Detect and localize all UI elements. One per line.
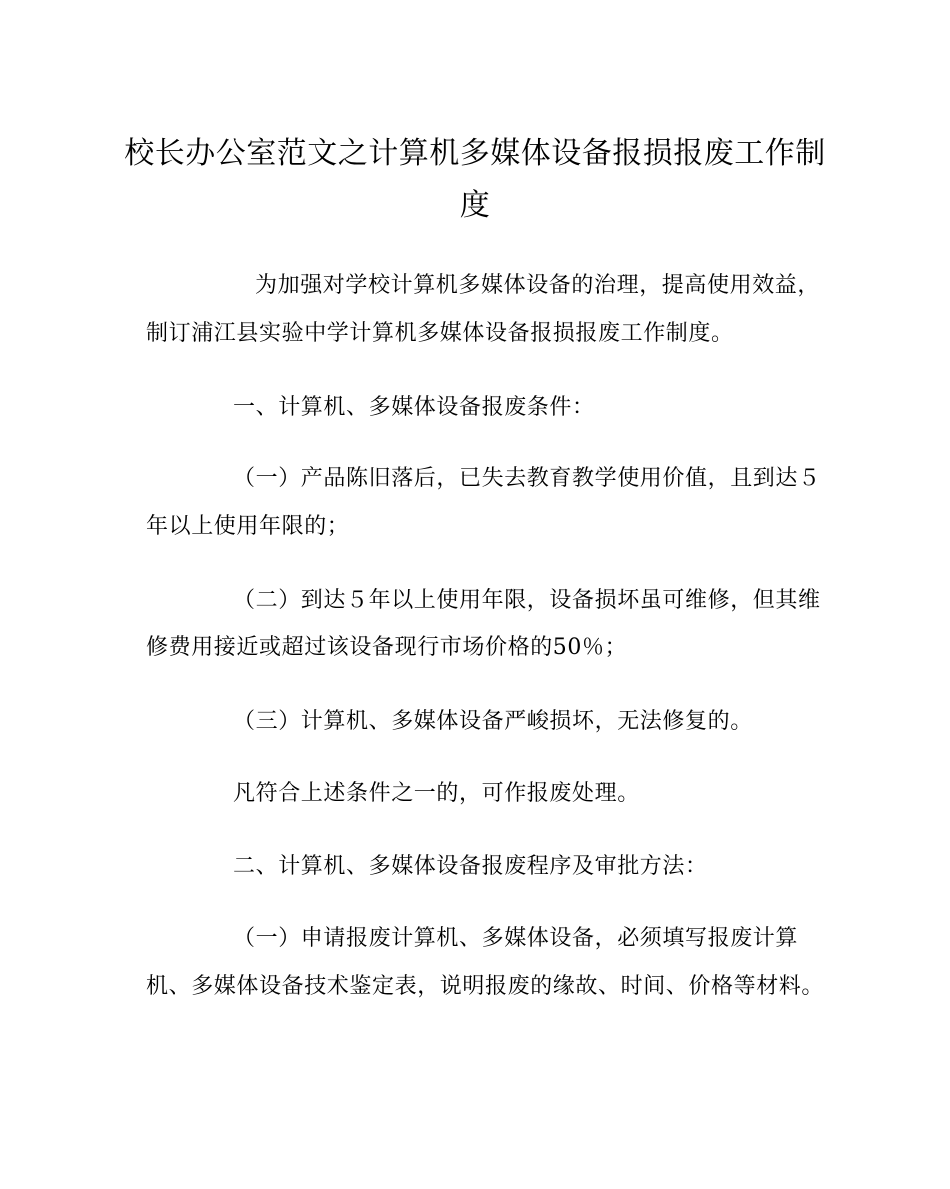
paragraph-line: 凡符合上述条件之一的，可作报废处理。	[233, 781, 640, 806]
paragraph-line: （一）申请报废计算机、多媒体设备，必须填写报废计算	[233, 926, 799, 951]
paragraph-line: 制订浦江县实验中学计算机多媒体设备报损报废工作制度。	[146, 321, 734, 346]
paragraph-line: 机、多媒体设备技术鉴定表，说明报废的缘故、时间、价格等材料。	[146, 974, 825, 999]
section-heading: 二、计算机、多媒体设备报废程序及审批方法：	[233, 854, 708, 879]
paragraph-line: 修费用接近或超过该设备现行市场价格的50％；	[146, 635, 628, 660]
document-title: 校长办公室范文之计算机多媒体设备报损报废工作制度	[124, 136, 826, 223]
paragraph-line: 年以上使用年限的；	[146, 514, 350, 539]
paragraph-line: （二）到达５年以上使用年限，设备损坏虽可维修，但其维	[233, 588, 821, 613]
paragraph-line: （一）产品陈旧落后，已失去教育教学使用价值，且到达５	[233, 466, 821, 491]
section-heading: 一、计算机、多媒体设备报废条件：	[233, 395, 595, 420]
paragraph-line: 为加强对学校计算机多媒体设备的治理，提高使用效益，	[255, 273, 821, 298]
paragraph-line: （三）计算机、多媒体设备严峻损坏，无法修复的。	[233, 709, 753, 734]
